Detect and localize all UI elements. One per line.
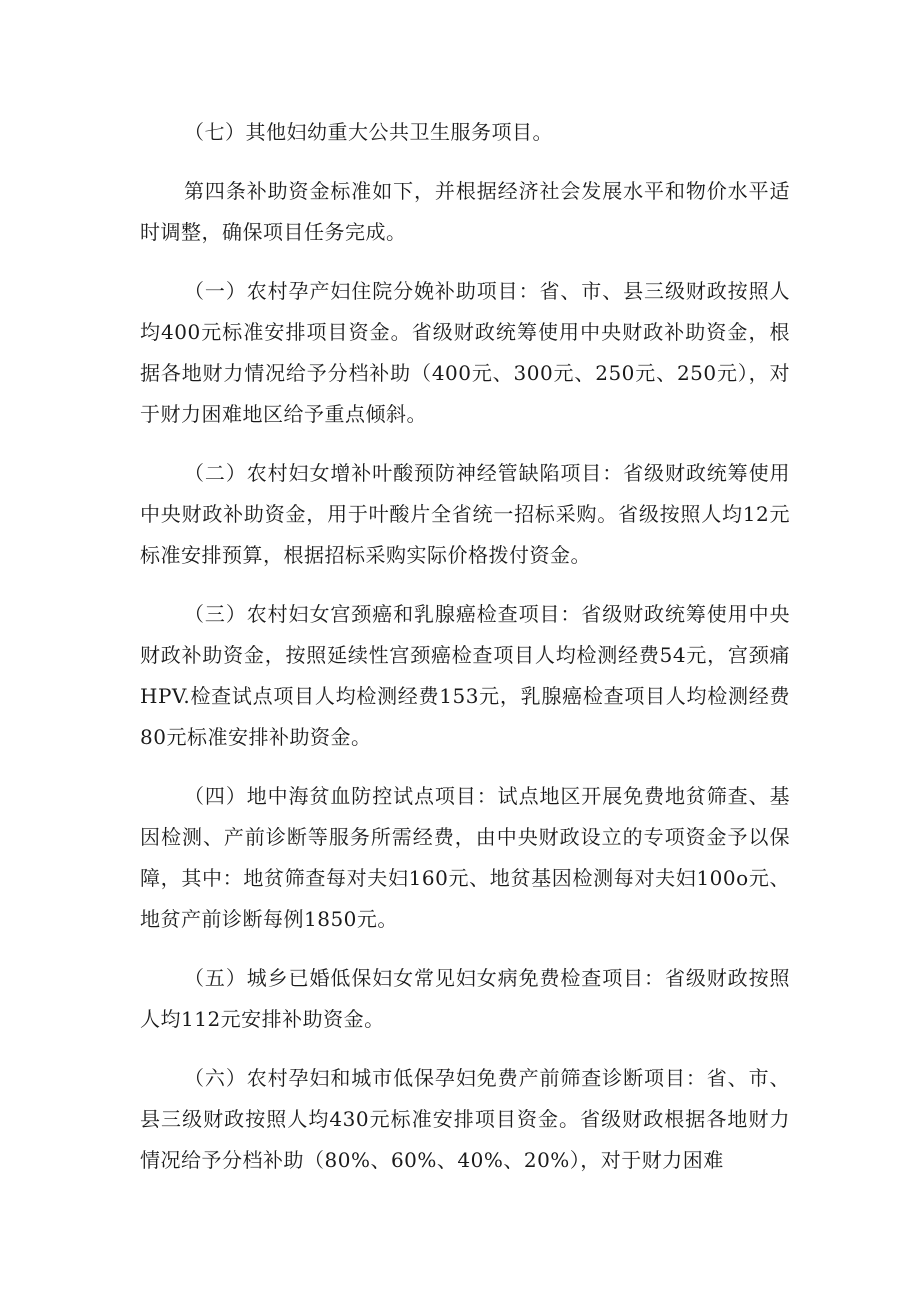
paragraph-article-4: 第四条补助资金标准如下，并根据经济社会发展水平和物价水平适时调整，确保项目任务完成。 <box>140 179 790 244</box>
document-body <box>140 112 790 1199</box>
paragraph-item-2: （二）农村妇女增补叶酸预防神经管缺陷项目：省级财政统筹使用中央财政补助资金，用于叶酸片全省统一招标采购。省级按照人均12元标准安排预算，根据招标采购实际价格拨付资金。 <box>140 461 790 567</box>
paragraph-item-6: （六）农村孕妇和城市低保孕妇免费产前筛查诊断项目：省、市、县三级财政按照人均430元标准安排项目资金。省级财政根据各地财力情况给予分档补助（80%、60%、40%、20%），对于财力困难 <box>140 1066 790 1172</box>
paragraph-item-3: （三）农村妇女宫颈癌和乳腺癌检查项目：省级财政统筹使用中央财政补助资金，按照延续性宫颈癌检查项目人均检测经费54元，宫颈痛HPV.检查试点项目人均检测经费153元，乳腺癌检查项目人均检测经费80元标准安排补助资金。 <box>140 602 790 749</box>
paragraph-item-7: （七）其他妇幼重大公共卫生服务项目。 <box>184 120 553 144</box>
paragraph-item-4: （四）地中海贫血防控试点项目：试点地区开展免费地贫筛查、基因检测、产前诊断等服务所需经费，由中央财政设立的专项资金予以保障，其中：地贫筛查每对夫妇160元、地贫基因检测每对夫妇100o元、地贫产前诊断每例1850元。 <box>140 784 790 931</box>
paragraph-item-5: （五）城乡已婚低保妇女常见妇女病免费检查项目：省级财政按照人均112元安排补助资金。 <box>140 966 790 1031</box>
paragraph-item-1: （一）农村孕产妇住院分娩补助项目：省、市、县三级财政按照人均400元标准安排项目资金。省级财政统筹使用中央财政补助资金，根据各地财力情况给予分档补助（400元、300元、250元、250元），对于财力困难地区给予重点倾斜。 <box>140 279 790 426</box>
